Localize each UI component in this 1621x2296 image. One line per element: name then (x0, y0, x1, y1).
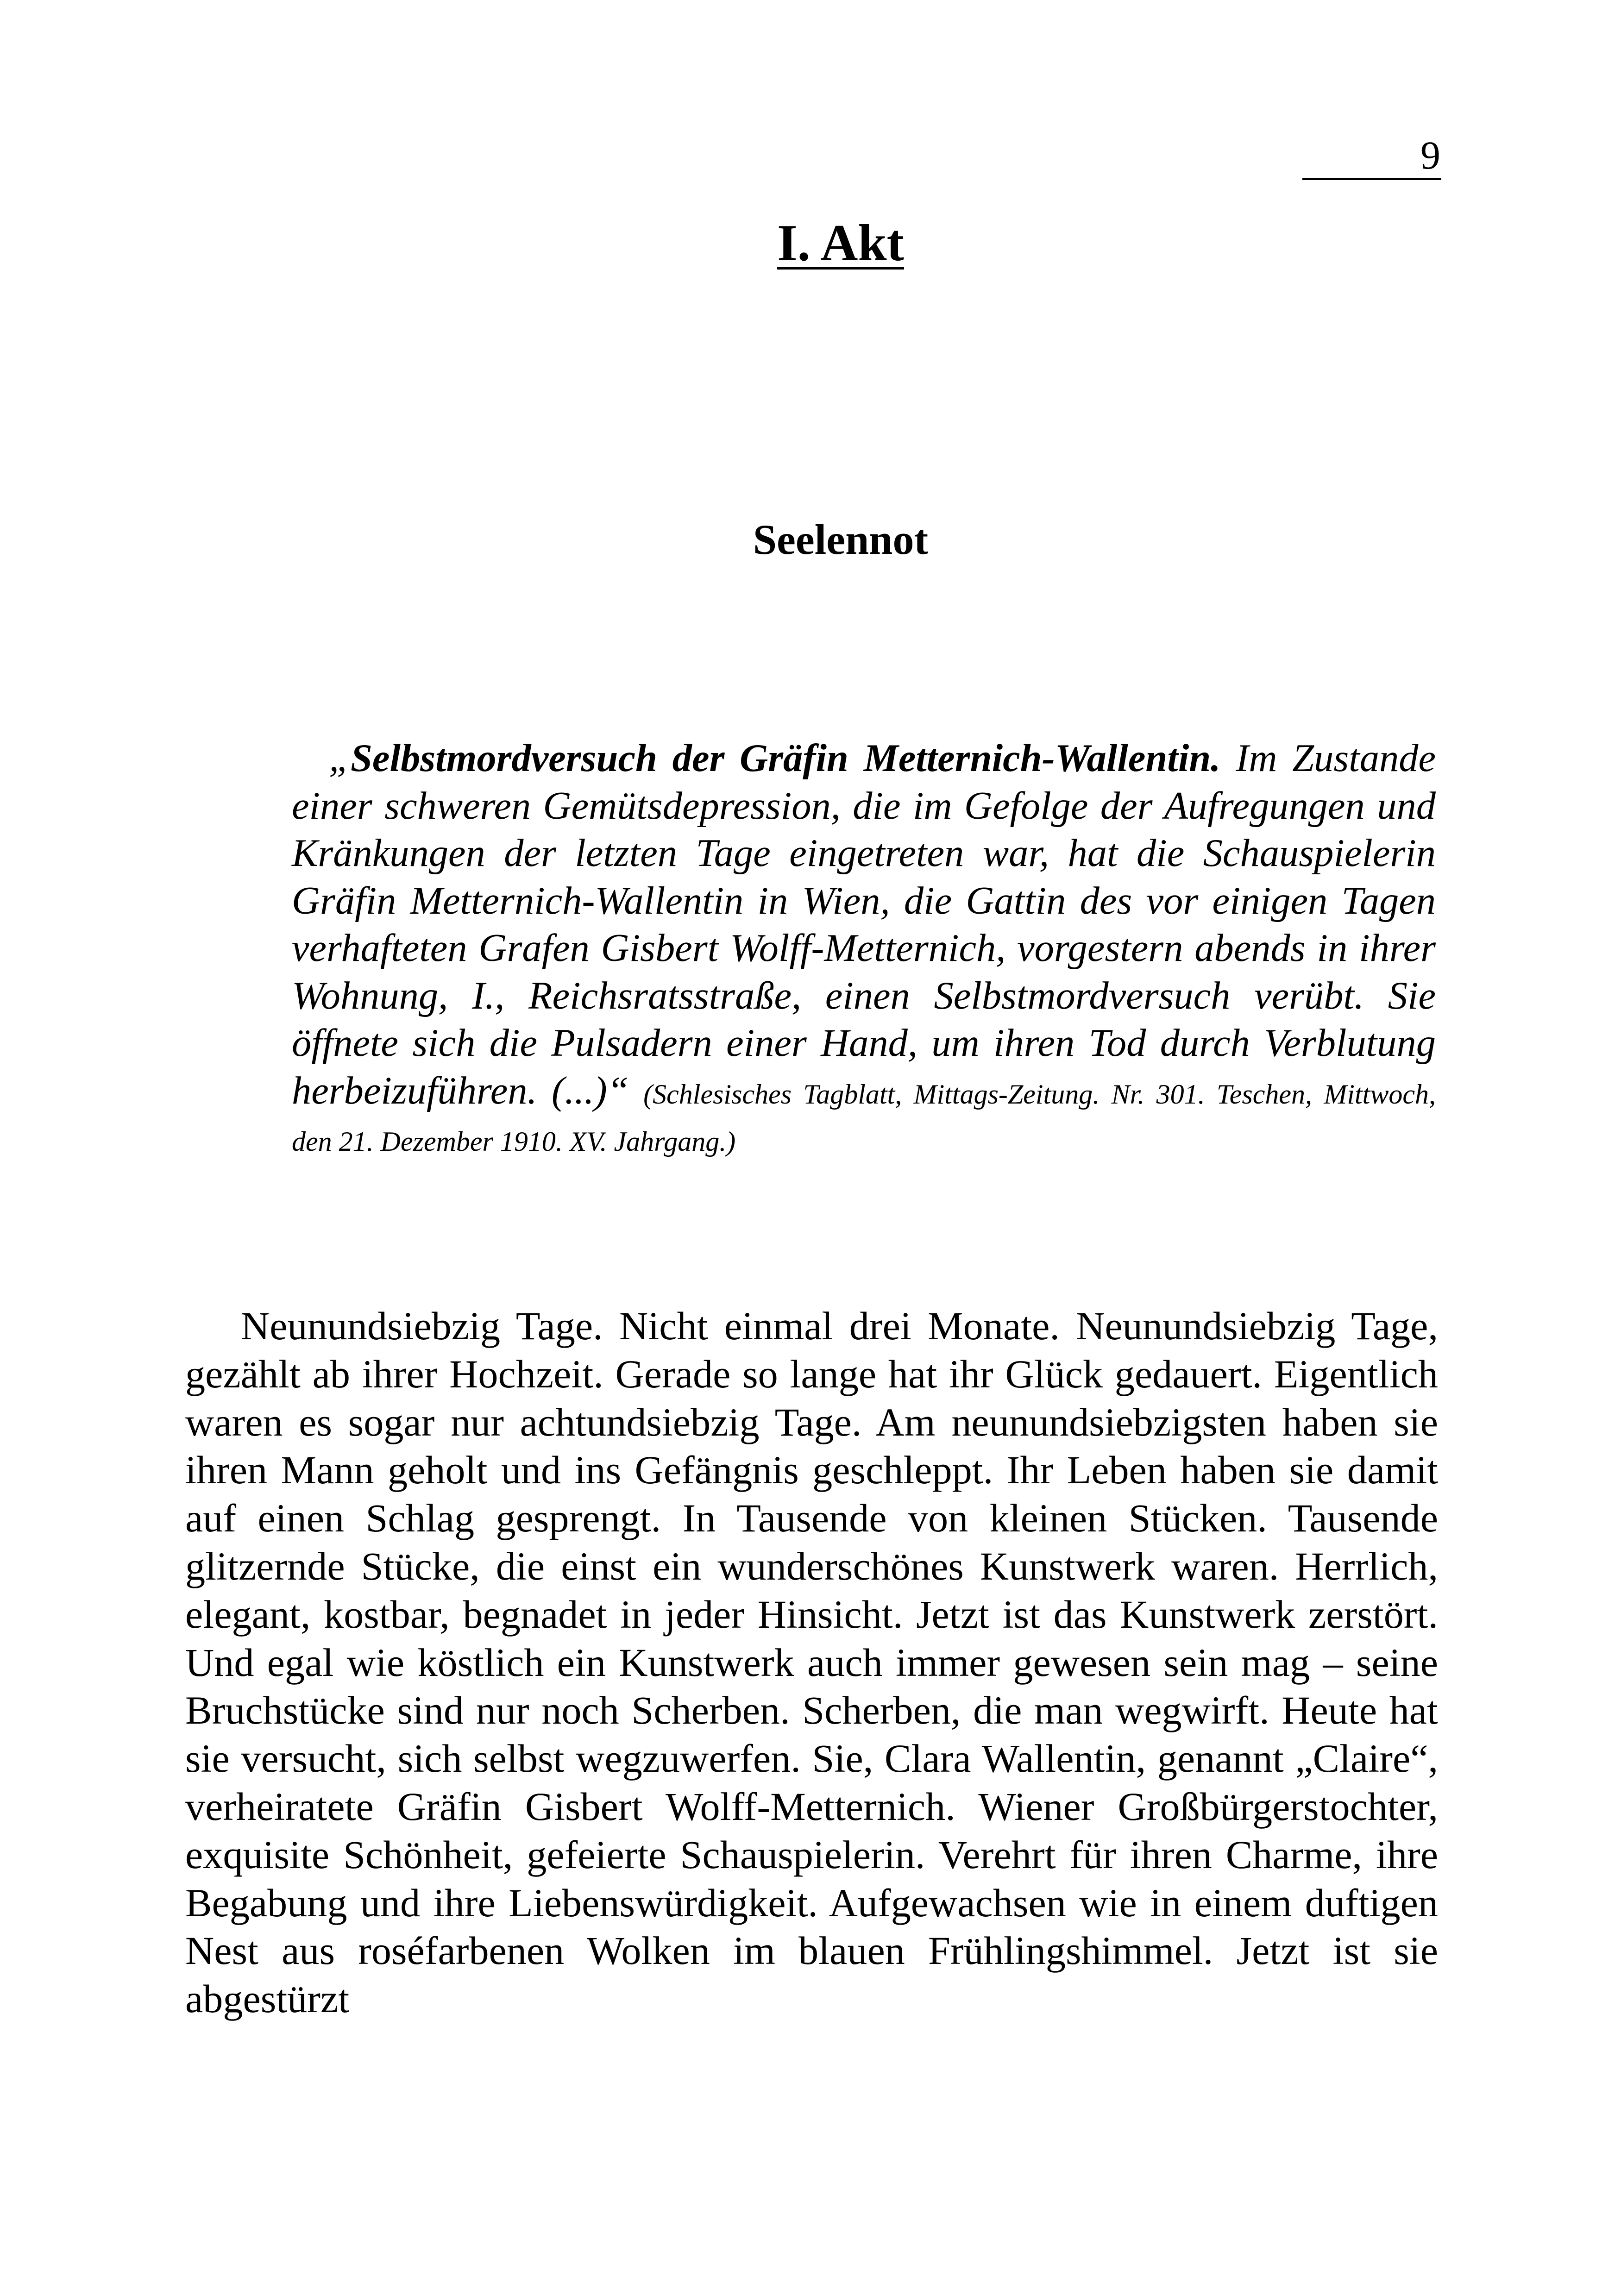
epigraph-paragraph (292, 735, 1436, 1162)
epigraph-text: Im Zustande einer schweren Gemütsdepression, die im Gefolge der Aufregungen und Kränkungen der letzten Tage eingetreten war, hat die Schauspielerin Gräfin Metternich-Wallentin in Wien, die Gattin des vor einigen Tagen verhafteten Grafen Gisbert Wolff-Metternich, vorgestern abends in ihrer Wohnung, I., Reichsratsstraße, einen Selbstmordversuch verübt. Sie öffnete sich die Pulsadern einer Hand, um ihren Tod durch Verblutung herbeizuführen. (...)“ (292, 737, 1436, 1112)
chapter-title: Seelennot (753, 516, 929, 563)
body-text (185, 1302, 1438, 2023)
epigraph-open-quote: „ (329, 737, 351, 780)
epigraph-headline: Selbstmordversuch der Gräfin Metternich-Wallentin. (351, 737, 1221, 780)
body-paragraph: Neunundsiebzig Tage. Nicht einmal drei Monate. Neunundsiebzig Tage, gezählt ab ihrer Hochzeit. Gerade so lange hat ihr Glück gedauert. Eigentlich waren es sogar nur achtundsiebzig Tage. Am neunundsiebzigsten haben sie ihren Mann geholt und ins Gefängnis geschleppt. Ihr Leben haben sie damit auf einen Schlag gesprengt. In Tausende von kleinen Stücken. Tausende glitzernde Stücke, die einst ein wunderschönes Kunstwerk waren. Herrlich, elegant, kostbar, begnadet in jeder Hinsicht. Jetzt ist das Kunstwerk zerstört. Und egal wie köstlich ein Kunstwerk auch immer gewesen sein mag – seine Bruchstücke sind nur noch Scherben. Scherben, die man wegwirft. Heute hat sie versucht, sich selbst wegzuwerfen. Sie, Clara Wallentin, genannt „Claire“, verheiratete Gräfin Gisbert Wolff-Metternich. Wiener Großbürgerstochter, exquisite Schönheit, gefeierte Schauspielerin. Verehrt für ihren Charme, ihre Begabung und ihre Liebenswürdigkeit. Aufgewachsen wie in einem duftigen Nest aus roséfarbenen Wolken im blauen Frühlingshimmel. Jetzt ist sie abgestürzt (185, 1304, 1438, 2021)
act-title-text: I. Akt (777, 214, 904, 272)
epigraph-source: (Schlesisches Tagblatt, Mittags-Zeitung. Nr. 301. Teschen, Mittwoch, den 21. Dezember 1910. XV. Jahrgang.) (292, 1079, 1436, 1157)
epigraph (292, 735, 1436, 1162)
page-number: 9 (1420, 133, 1440, 177)
act-title (0, 211, 1621, 276)
